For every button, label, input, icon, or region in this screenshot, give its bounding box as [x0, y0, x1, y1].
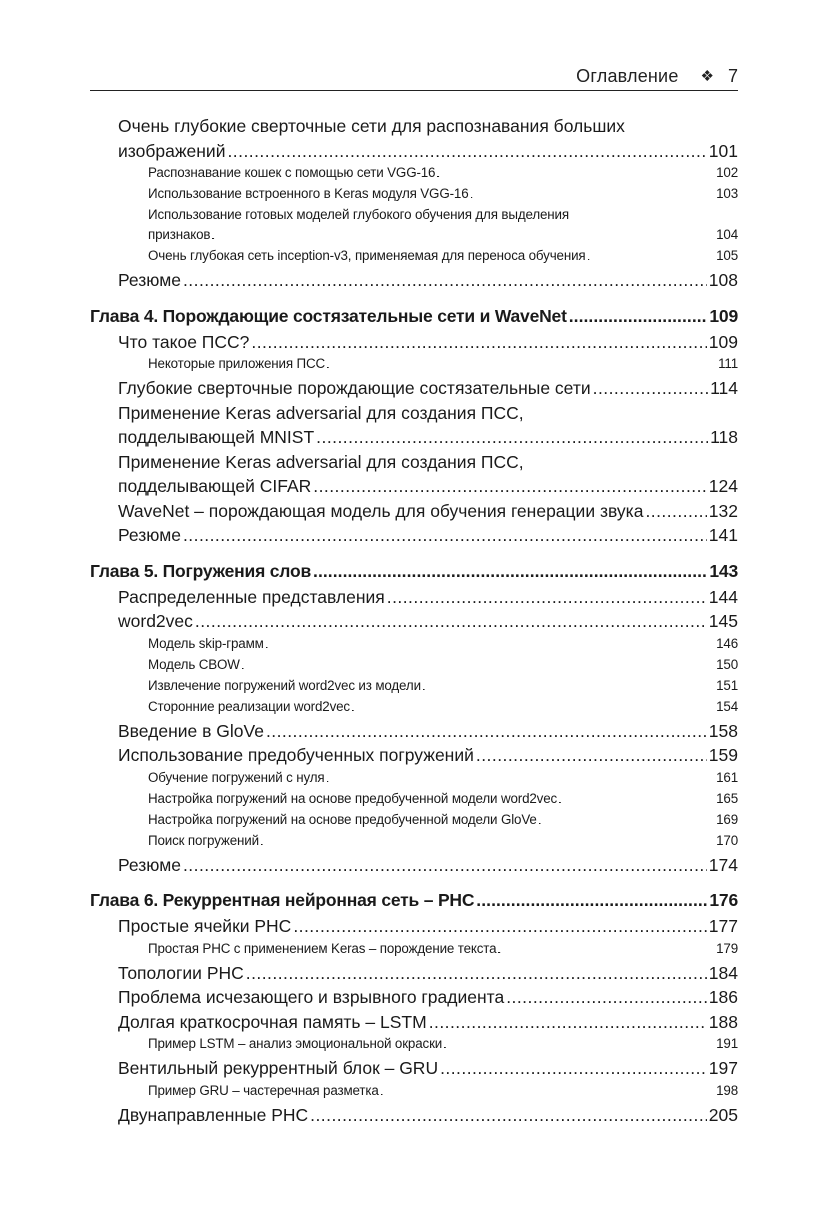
toc-entry-row — [148, 655, 738, 676]
toc-section[interactable] — [90, 268, 738, 293]
toc-entry-row — [90, 888, 738, 913]
toc-subsection[interactable] — [90, 205, 738, 246]
table-of-contents — [90, 114, 738, 1127]
toc-entry-page: 188 — [708, 1011, 738, 1032]
toc-entry-row — [118, 139, 738, 164]
page-number: 7 — [727, 65, 738, 86]
toc-entry-title: WaveNet – порождающая модель для обучения генерации звука — [118, 500, 644, 521]
dot-leader — [266, 634, 714, 655]
toc-chapter[interactable] — [90, 559, 738, 584]
toc-entry-title: Глава 4. Порождающие состязательные сети и WaveNet — [90, 305, 567, 326]
toc-entry-title: Извлечение погружений word2vec из модели — [148, 677, 421, 693]
toc-entry-page: 170 — [716, 832, 738, 848]
toc-section[interactable] — [90, 401, 738, 450]
toc-subsection[interactable] — [90, 163, 738, 184]
toc-section[interactable] — [90, 376, 738, 401]
toc-entry-title: Распределенные представления — [118, 586, 385, 607]
toc-subsection[interactable] — [90, 246, 738, 267]
toc-subsection[interactable] — [90, 634, 738, 655]
toc-entry-row — [148, 768, 738, 789]
toc-entry-row — [118, 985, 738, 1010]
dot-leader — [476, 888, 707, 913]
dot-leader — [352, 697, 714, 718]
toc-entry-row — [118, 330, 738, 355]
toc-entry-page: 109 — [709, 305, 738, 326]
toc-entry-title: Простая РНС с применением Keras – порождение текста — [148, 940, 497, 956]
toc-entry-row — [118, 743, 738, 768]
toc-entry-page: 158 — [708, 720, 738, 741]
toc-entry-page: 145 — [708, 611, 738, 631]
toc-entry-title: подделывающей CIFAR — [118, 476, 312, 496]
dot-leader — [246, 961, 707, 986]
toc-entry-page: 197 — [708, 1058, 738, 1078]
toc-entry-title: подделывающей MNIST — [118, 427, 315, 447]
toc-section[interactable] — [90, 1103, 738, 1128]
toc-entry-page: 161 — [716, 769, 738, 785]
toc-entry-page: 132 — [708, 500, 738, 521]
toc-section[interactable] — [90, 914, 738, 939]
toc-entry-page: 176 — [709, 890, 738, 910]
toc-section[interactable] — [90, 853, 738, 878]
toc-entry-row — [118, 914, 738, 939]
toc-entry-title: Резюме — [118, 525, 181, 545]
dot-leader — [471, 184, 715, 205]
toc-entry-title-line: Применение Keras adversarial для создания ПСС, — [118, 402, 524, 423]
dot-leader — [559, 789, 714, 810]
toc-entry-title: Пример GRU – частеречная разметка — [148, 1082, 379, 1098]
toc-entry-title: Использование встроенного в Keras модуля VGG-16 — [148, 186, 469, 201]
toc-entry-title: Двунаправленные РНС — [118, 1104, 309, 1125]
dot-leader — [645, 499, 706, 524]
toc-entry-page: 177 — [708, 916, 738, 936]
toc-entry-page: 184 — [708, 962, 738, 983]
toc-entry-row — [118, 1056, 738, 1081]
toc-chapter[interactable] — [90, 888, 738, 913]
toc-entry-row — [148, 697, 738, 718]
toc-entry-title: Топологии РНС — [118, 962, 244, 983]
dot-leader — [476, 743, 707, 768]
toc-entry-page: 174 — [708, 854, 738, 875]
toc-entry-title: Что такое ПСС? — [118, 331, 250, 352]
toc-entry-title: признаков — [148, 227, 211, 242]
toc-entry-page: 101 — [708, 140, 738, 161]
dot-leader — [266, 719, 707, 744]
toc-entry-row — [118, 425, 738, 450]
toc-entry-title: Вентильный рекуррентный блок – GRU — [118, 1058, 439, 1078]
dot-leader — [539, 810, 714, 831]
toc-chapter[interactable] — [90, 304, 738, 329]
toc-entry-title: Проблема исчезающего и взрывного градиента — [118, 987, 505, 1007]
toc-entry-title: Глава 6. Рекуррентная нейронная сеть – РНС — [90, 890, 475, 910]
toc-section[interactable] — [90, 523, 738, 548]
dot-leader — [293, 914, 706, 939]
toc-entry-title: Долгая краткосрочная память – LSTM — [118, 1011, 427, 1032]
dot-leader — [251, 330, 706, 355]
toc-entry-page: 151 — [716, 677, 738, 693]
toc-entry-page: 159 — [708, 745, 738, 765]
toc-subsection[interactable] — [90, 789, 738, 810]
toc-entry-title-line: Использование готовых моделей глубокого обучения для выделения — [148, 207, 569, 222]
dot-leader — [316, 425, 708, 450]
toc-entry-page: 104 — [716, 227, 738, 242]
toc-entry-row — [118, 1010, 738, 1035]
toc-entry-row — [90, 304, 738, 329]
toc-entry-title: Сторонние реализации word2vec — [148, 698, 350, 714]
toc-entry-row — [118, 853, 738, 878]
toc-entry-title: Некоторые приложения ПСС — [148, 356, 326, 371]
toc-entry-title-line: Применение Keras adversarial для создания ПСС, — [118, 451, 524, 472]
dot-leader — [437, 163, 714, 184]
dot-leader — [313, 474, 707, 499]
toc-entry-title: Настройка погружений на основе предобученной модели word2vec — [148, 790, 558, 806]
toc-entry-page: 205 — [708, 1104, 738, 1125]
dot-leader — [381, 1081, 714, 1102]
toc-entry-page: 124 — [708, 476, 738, 496]
toc-entry-title: Глава 5. Погружения слов — [90, 560, 312, 581]
running-header-title: Оглавление — [576, 65, 679, 86]
toc-entry-row — [148, 1034, 738, 1055]
toc-entry-title: изображений — [118, 140, 226, 161]
toc-subsection[interactable] — [90, 939, 738, 960]
toc-entry-row — [148, 246, 738, 267]
toc-entry-row — [148, 163, 738, 184]
dot-leader — [195, 609, 707, 634]
toc-entry-row — [148, 1081, 738, 1102]
toc-entry-page: 114 — [710, 378, 738, 398]
dot-leader — [183, 268, 707, 293]
dot-leader — [423, 676, 714, 697]
toc-subsection[interactable] — [90, 655, 738, 676]
toc-entry-title: Модель skip-грамм — [148, 635, 264, 651]
toc-entry-row — [118, 585, 738, 610]
toc-subsection[interactable] — [90, 831, 738, 852]
toc-entry-page: 103 — [716, 186, 738, 201]
toc-entry-row — [148, 831, 738, 852]
toc-section[interactable] — [90, 450, 738, 499]
toc-subsection[interactable] — [90, 184, 738, 205]
toc-entry-row — [90, 559, 738, 584]
toc-entry-row — [118, 719, 738, 744]
dot-leader — [183, 523, 707, 548]
toc-section[interactable] — [90, 499, 738, 524]
dot-leader — [327, 354, 716, 375]
toc-entry-title: Поиск погружений — [148, 832, 259, 848]
toc-entry-row — [118, 1103, 738, 1128]
toc-entry-title: Резюме — [118, 854, 181, 875]
toc-entry-title: Использование предобученных погружений — [118, 745, 474, 765]
toc-section[interactable] — [90, 609, 738, 634]
toc-entry-page: 144 — [708, 586, 738, 607]
toc-section[interactable] — [90, 961, 738, 986]
toc-entry-title: word2vec — [118, 611, 193, 631]
toc-entry-page: 108 — [708, 270, 738, 290]
toc-entry-row — [148, 810, 738, 831]
toc-entry-row — [148, 354, 738, 375]
dot-leader — [261, 831, 714, 852]
toc-entry-title: Обучение погружений с нуля — [148, 769, 325, 785]
toc-entry-row — [148, 184, 738, 205]
toc-section[interactable] — [90, 114, 738, 163]
toc-entry-page: 146 — [716, 635, 738, 651]
toc-entry-page: 165 — [716, 790, 738, 806]
dot-leader — [227, 139, 706, 164]
dot-leader — [444, 1034, 714, 1055]
running-header — [90, 62, 738, 91]
toc-entry-row — [118, 609, 738, 634]
toc-subsection[interactable] — [90, 1081, 738, 1102]
toc-entry-page: 143 — [709, 560, 738, 581]
toc-entry-row — [118, 523, 738, 548]
dot-leader — [506, 985, 707, 1010]
toc-entry-title-line: Очень глубокие сверточные сети для распознавания больших — [118, 116, 625, 136]
toc-entry-page: 169 — [716, 811, 738, 827]
toc-section[interactable] — [90, 1056, 738, 1081]
toc-entry-row — [118, 268, 738, 293]
dot-leader — [593, 376, 708, 401]
dot-leader — [498, 939, 714, 960]
dot-leader — [183, 853, 707, 878]
toc-entry-page: 198 — [716, 1082, 738, 1098]
dot-leader — [588, 246, 715, 267]
toc-subsection[interactable] — [90, 810, 738, 831]
toc-entry-title: Простые ячейки РНС — [118, 916, 292, 936]
dot-leader — [569, 304, 708, 329]
toc-entry-page: 141 — [708, 525, 738, 545]
dot-leader — [313, 559, 707, 584]
dot-leader — [440, 1056, 707, 1081]
toc-entry-row — [148, 225, 738, 246]
dot-leader — [212, 225, 714, 246]
toc-entry-page: 186 — [708, 987, 738, 1007]
toc-entry-title: Резюме — [118, 270, 181, 290]
toc-entry-page: 102 — [716, 165, 738, 180]
toc-entry-title: Введение в GloVe — [118, 720, 264, 741]
toc-entry-row — [148, 634, 738, 655]
toc-entry-title: Распознавание кошек с помощью сети VGG-16 — [148, 165, 436, 180]
toc-entry-title: Глубокие сверточные порождающие состязательные сети — [118, 378, 591, 398]
toc-section[interactable] — [90, 743, 738, 768]
toc-section[interactable] — [90, 719, 738, 744]
toc-entry-page: 154 — [716, 698, 738, 714]
toc-entry-row — [118, 474, 738, 499]
toc-subsection[interactable] — [90, 697, 738, 718]
toc-entry-title: Пример LSTM – анализ эмоциональной окраски — [148, 1036, 443, 1051]
toc-section[interactable] — [90, 1010, 738, 1035]
toc-subsection[interactable] — [90, 354, 738, 375]
toc-subsection[interactable] — [90, 676, 738, 697]
dot-leader — [242, 655, 714, 676]
dot-leader — [310, 1103, 707, 1128]
toc-entry-title: Очень глубокая сеть inception-v3, применяемая для переноса обучения — [148, 248, 586, 263]
dot-leader — [429, 1010, 707, 1035]
toc-entry-page: 118 — [710, 427, 738, 447]
toc-entry-row — [118, 499, 738, 524]
toc-entry-title: Настройка погружений на основе предобученной модели GloVe — [148, 811, 537, 827]
dot-leader — [387, 585, 707, 610]
toc-entry-page: 191 — [716, 1036, 738, 1051]
toc-entry-row — [148, 676, 738, 697]
toc-entry-page: 105 — [716, 248, 738, 263]
toc-entry-page: 150 — [716, 656, 738, 672]
ornament-icon: ❖ — [700, 68, 714, 85]
dot-leader — [327, 768, 715, 789]
toc-subsection[interactable] — [90, 768, 738, 789]
toc-entry-row — [118, 376, 738, 401]
toc-entry-page: 111 — [718, 356, 738, 371]
toc-entry-title: Модель CBOW — [148, 656, 240, 672]
toc-entry-page: 179 — [716, 940, 738, 956]
toc-entry-row — [118, 961, 738, 986]
toc-section[interactable] — [90, 585, 738, 610]
toc-entry-page: 109 — [708, 331, 738, 352]
toc-section[interactable] — [90, 985, 738, 1010]
toc-entry-row — [148, 939, 738, 960]
toc-subsection[interactable] — [90, 1034, 738, 1055]
toc-entry-row — [148, 789, 738, 810]
toc-section[interactable] — [90, 330, 738, 355]
